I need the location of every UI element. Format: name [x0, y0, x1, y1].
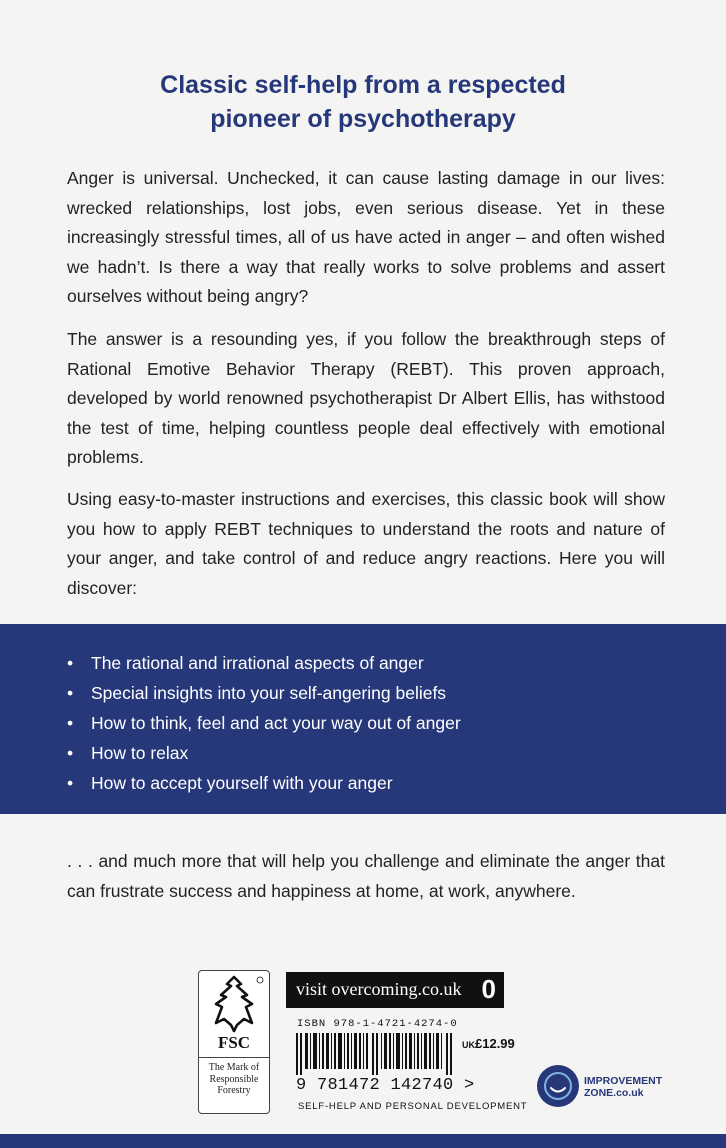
improvement-zone-logo-icon — [536, 1064, 580, 1108]
heading-line-1: Classic self-help from a respected — [160, 71, 566, 99]
overcoming-logo: 0 — [481, 974, 496, 1004]
bullet-icon: • — [67, 653, 74, 673]
fsc-divider — [199, 1057, 269, 1058]
list-item: • Special insights into your self-angering beliefs — [67, 678, 461, 708]
category-label: SELF-HELP AND PERSONAL DEVELOPMENT — [298, 1101, 528, 1112]
heading-line-2: pioneer of psychotherapy — [210, 105, 516, 133]
discover-band — [0, 624, 726, 814]
list-item: • How to think, feel and act your way out of anger — [67, 708, 461, 738]
price-tag — [462, 1036, 515, 1051]
back-cover-heading — [0, 68, 726, 136]
list-item: • The rational and irrational aspects of anger — [67, 648, 461, 678]
improvement-zone-text: IMPROVEMENT ZONE.co.uk — [584, 1075, 663, 1099]
intro-paragraph: Anger is universal. Unchecked, it can cause lasting damage in our lives: wrecked relationships, lost jobs, even serious disease. Yet in these increasingly stressful times, all of us have acted in anger – and often wished we hadn’t. Is there a way that really works to solve problems and assert ourselves without being angry? — [67, 168, 665, 306]
list-item: • How to accept yourself with your anger — [67, 768, 461, 798]
fsc-mark-text: The Mark of Responsible Forestry — [208, 1062, 260, 1096]
price-region: UK — [462, 1040, 475, 1050]
barcode-number: 9 781472 142740 > — [296, 1076, 475, 1095]
bullet-icon: • — [67, 773, 74, 793]
instructions-paragraph: Using easy-to-master instructions and exercises, this classic book will show you how to apply REBT techniques to understand the roots and nature of your anger, and take control of and reduce angry reactions. Here you will discover: — [67, 489, 665, 598]
fsc-logo — [198, 970, 270, 1114]
visit-website-banner — [286, 972, 504, 1008]
closing-paragraph: . . . and much more that will help you challenge and eliminate the anger that can frustrate success and happiness at home, at work, anywhere. — [67, 851, 665, 901]
visit-url: visit overcoming.co.uk — [296, 979, 462, 999]
fsc-label: FSC — [217, 1033, 251, 1052]
rebt-paragraph: The answer is a resounding yes, if you follow the breakthrough steps of Rational Emotive Behavior Therapy (REBT). This proven approach, developed by world renowned psychotherapist Dr Albert Ellis, has withstood the test of time, helping countless people deal effectively with emotional problems. — [67, 329, 665, 467]
discover-list — [67, 648, 461, 798]
barcode — [296, 1033, 458, 1075]
isbn-text: ISBN 978-1-4721-4274-0 — [297, 1018, 458, 1030]
bullet-icon: • — [67, 743, 74, 763]
price-value: £12.99 — [475, 1036, 515, 1051]
fsc-tree-icon — [199, 973, 269, 1033]
bottom-accent-bar — [0, 1134, 726, 1148]
list-item: • How to relax — [67, 738, 461, 768]
bullet-icon: • — [67, 683, 74, 703]
bullet-icon: • — [67, 713, 74, 733]
